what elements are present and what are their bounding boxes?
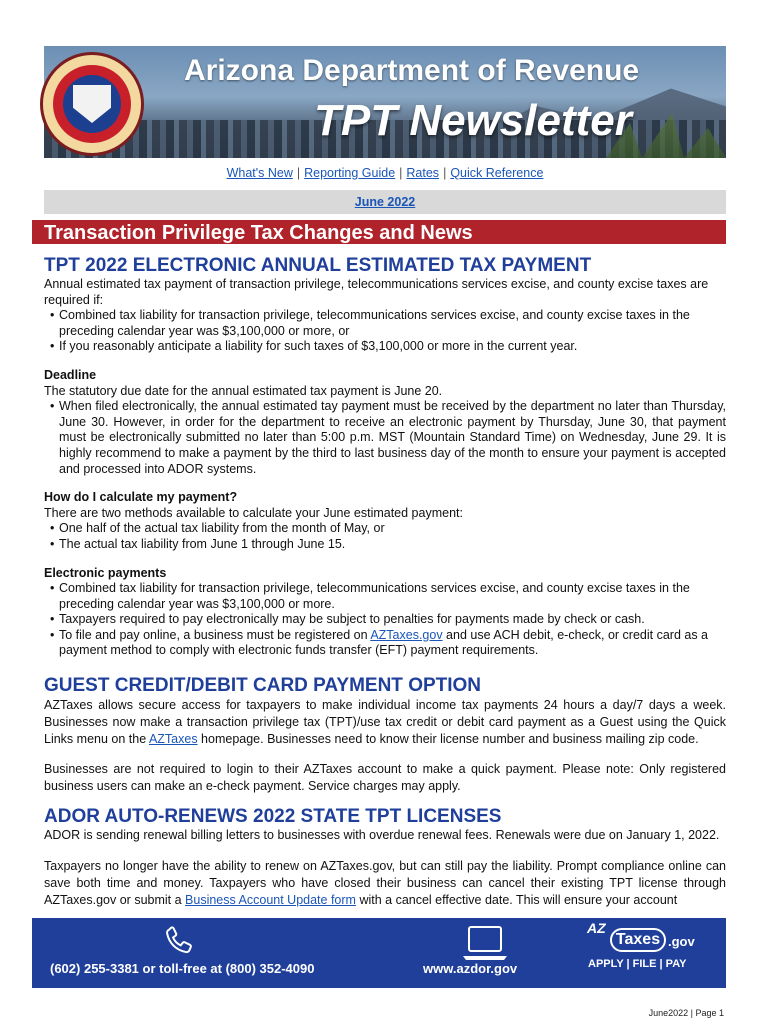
nav-whats-new[interactable]: What's New bbox=[226, 166, 293, 180]
apply-file-pay: APPLY | FILE | PAY bbox=[588, 958, 687, 970]
subheading: Electronic payments bbox=[44, 565, 167, 580]
list-item: • Combined tax liability for transaction privilege, telecommunications services excise, and county excise taxes in the preceding calendar year was $3,100,000 or more, or bbox=[44, 308, 726, 339]
org-name: Arizona Department of Revenue bbox=[184, 54, 640, 87]
nav-quick-reference[interactable]: Quick Reference bbox=[450, 166, 544, 180]
list-item: • The actual tax liability from June 1 through June 15. bbox=[44, 537, 726, 553]
paragraph: The statutory due date for the annual estimated tax payment is June 20. bbox=[44, 383, 443, 398]
phone-icon bbox=[162, 924, 196, 958]
bullet-list bbox=[44, 581, 726, 659]
bullet-list bbox=[44, 399, 726, 477]
paragraph: Businesses are not required to login to their AZTaxes account to make a quick payment. Please note: Only registered business users can make an e-check payment. Service charges may apply. bbox=[44, 762, 726, 793]
top-nav: What's New | Reporting Guide | Rates | Quick Reference bbox=[226, 166, 544, 180]
paragraph: Taxpayers no longer have the ability to renew on AZTaxes.gov, but can still pay the liability. Prompt compliance online can save both time and money. Taxpayers who have closed their business can cancel their existing TPT license through AZTaxes.gov or submit a Business Account Update form with a cancel effective date. This will ensure your account bbox=[44, 858, 726, 907]
section-guest-payment bbox=[44, 675, 726, 795]
aztaxes-logo[interactable]: Taxes bbox=[610, 928, 666, 952]
list-item: • When filed electronically, the annual estimated tay payment must be received by the department no later than Thursday, June 30. However, in order for the department to receive an electronic payment by Thursday, June 30, that payment must be electronically submitted no later than 5:00 p.m. MST (Mountain Standard Time) on Wednesday, June 29. It is highly recommend to make a payment by the third to last business day of the month to ensure your payment is accepted and processed into ADOR systems. bbox=[44, 399, 726, 477]
list-item: • Combined tax liability for transaction privilege, telecommunications services excise, and county excise taxes in the preceding calendar year was $3,100,000 or more. bbox=[44, 581, 726, 612]
subheading: How do I calculate my payment? bbox=[44, 490, 238, 505]
nav-reporting-guide[interactable]: Reporting Guide bbox=[304, 166, 396, 180]
section-license-renewal bbox=[44, 806, 726, 909]
newsletter-title: TPT Newsletter bbox=[314, 96, 632, 145]
section-heading: ADOR AUTO-RENEWS 2022 STATE TPT LICENSES bbox=[44, 806, 502, 827]
list-item: • To file and pay online, a business must be registered on AZTaxes.gov and use ACH debit, e-check, or credit card as a payment method to comply with electronic funds transfer (EFT) payment requirements. bbox=[44, 628, 726, 659]
laptop-icon bbox=[460, 924, 510, 962]
aztaxes-gov-link[interactable]: AZTaxes.gov bbox=[370, 627, 443, 642]
list-item: • If you reasonably anticipate a liability for such taxes of $3,100,000 or more in the current year. bbox=[44, 339, 726, 355]
paragraph: AZTaxes allows secure access for taxpayers to make individual income tax payments 24 hours a day/7 days a week. Businesses now make a transaction privilege tax (TPT)/use tax credit or debit card payment as a Guest using the Quick Links menu on the AZTaxes homepage. Businesses need to know their license number and business mailing zip code. bbox=[44, 698, 726, 746]
issue-date-link[interactable]: June 2022 bbox=[354, 195, 416, 209]
aztaxes-logo-az: AZ bbox=[587, 920, 606, 936]
phone-number: (602) 255-3381 or toll-free at (800) 352-4090 bbox=[50, 961, 315, 976]
section-heading: TPT 2022 ELECTRONIC ANNUAL ESTIMATED TAX PAYMENT bbox=[44, 255, 592, 276]
paragraph: ADOR is sending renewal billing letters to businesses with overdue renewal fees. Renewals were due on January 1, 2022. bbox=[44, 828, 720, 842]
bullet-list bbox=[44, 521, 726, 552]
header-banner bbox=[44, 46, 726, 158]
section-banner-title: Transaction Privilege Tax Changes and News bbox=[44, 222, 473, 244]
business-account-update-form-link[interactable]: Business Account Update form bbox=[185, 892, 356, 907]
page-number: June2022 | Page 1 bbox=[648, 1008, 724, 1018]
bullet-list bbox=[44, 308, 726, 355]
section-banner bbox=[32, 220, 726, 244]
paragraph: There are two methods available to calculate your June estimated payment: bbox=[44, 505, 463, 520]
website-link[interactable]: www.azdor.gov bbox=[423, 961, 518, 976]
aztaxes-logo-gov: .gov bbox=[668, 934, 695, 949]
ador-seal-logo bbox=[40, 52, 144, 156]
nav-rates[interactable]: Rates bbox=[406, 166, 440, 180]
footer-band bbox=[32, 918, 726, 988]
list-item: • Taxpayers required to pay electronically may be subject to penalties for payments made by check or cash. bbox=[44, 612, 726, 628]
date-band bbox=[44, 190, 726, 214]
subheading: Deadline bbox=[44, 367, 97, 382]
aztaxes-link[interactable]: AZTaxes bbox=[148, 732, 198, 746]
section-estimated-payment bbox=[44, 255, 726, 659]
section-heading: GUEST CREDIT/DEBIT CARD PAYMENT OPTION bbox=[44, 675, 482, 696]
paragraph: Annual estimated tax payment of transaction privilege, telecommunications services excise, and county excise taxes are required if: bbox=[44, 277, 709, 307]
list-item: • One half of the actual tax liability from the month of May, or bbox=[44, 521, 726, 537]
